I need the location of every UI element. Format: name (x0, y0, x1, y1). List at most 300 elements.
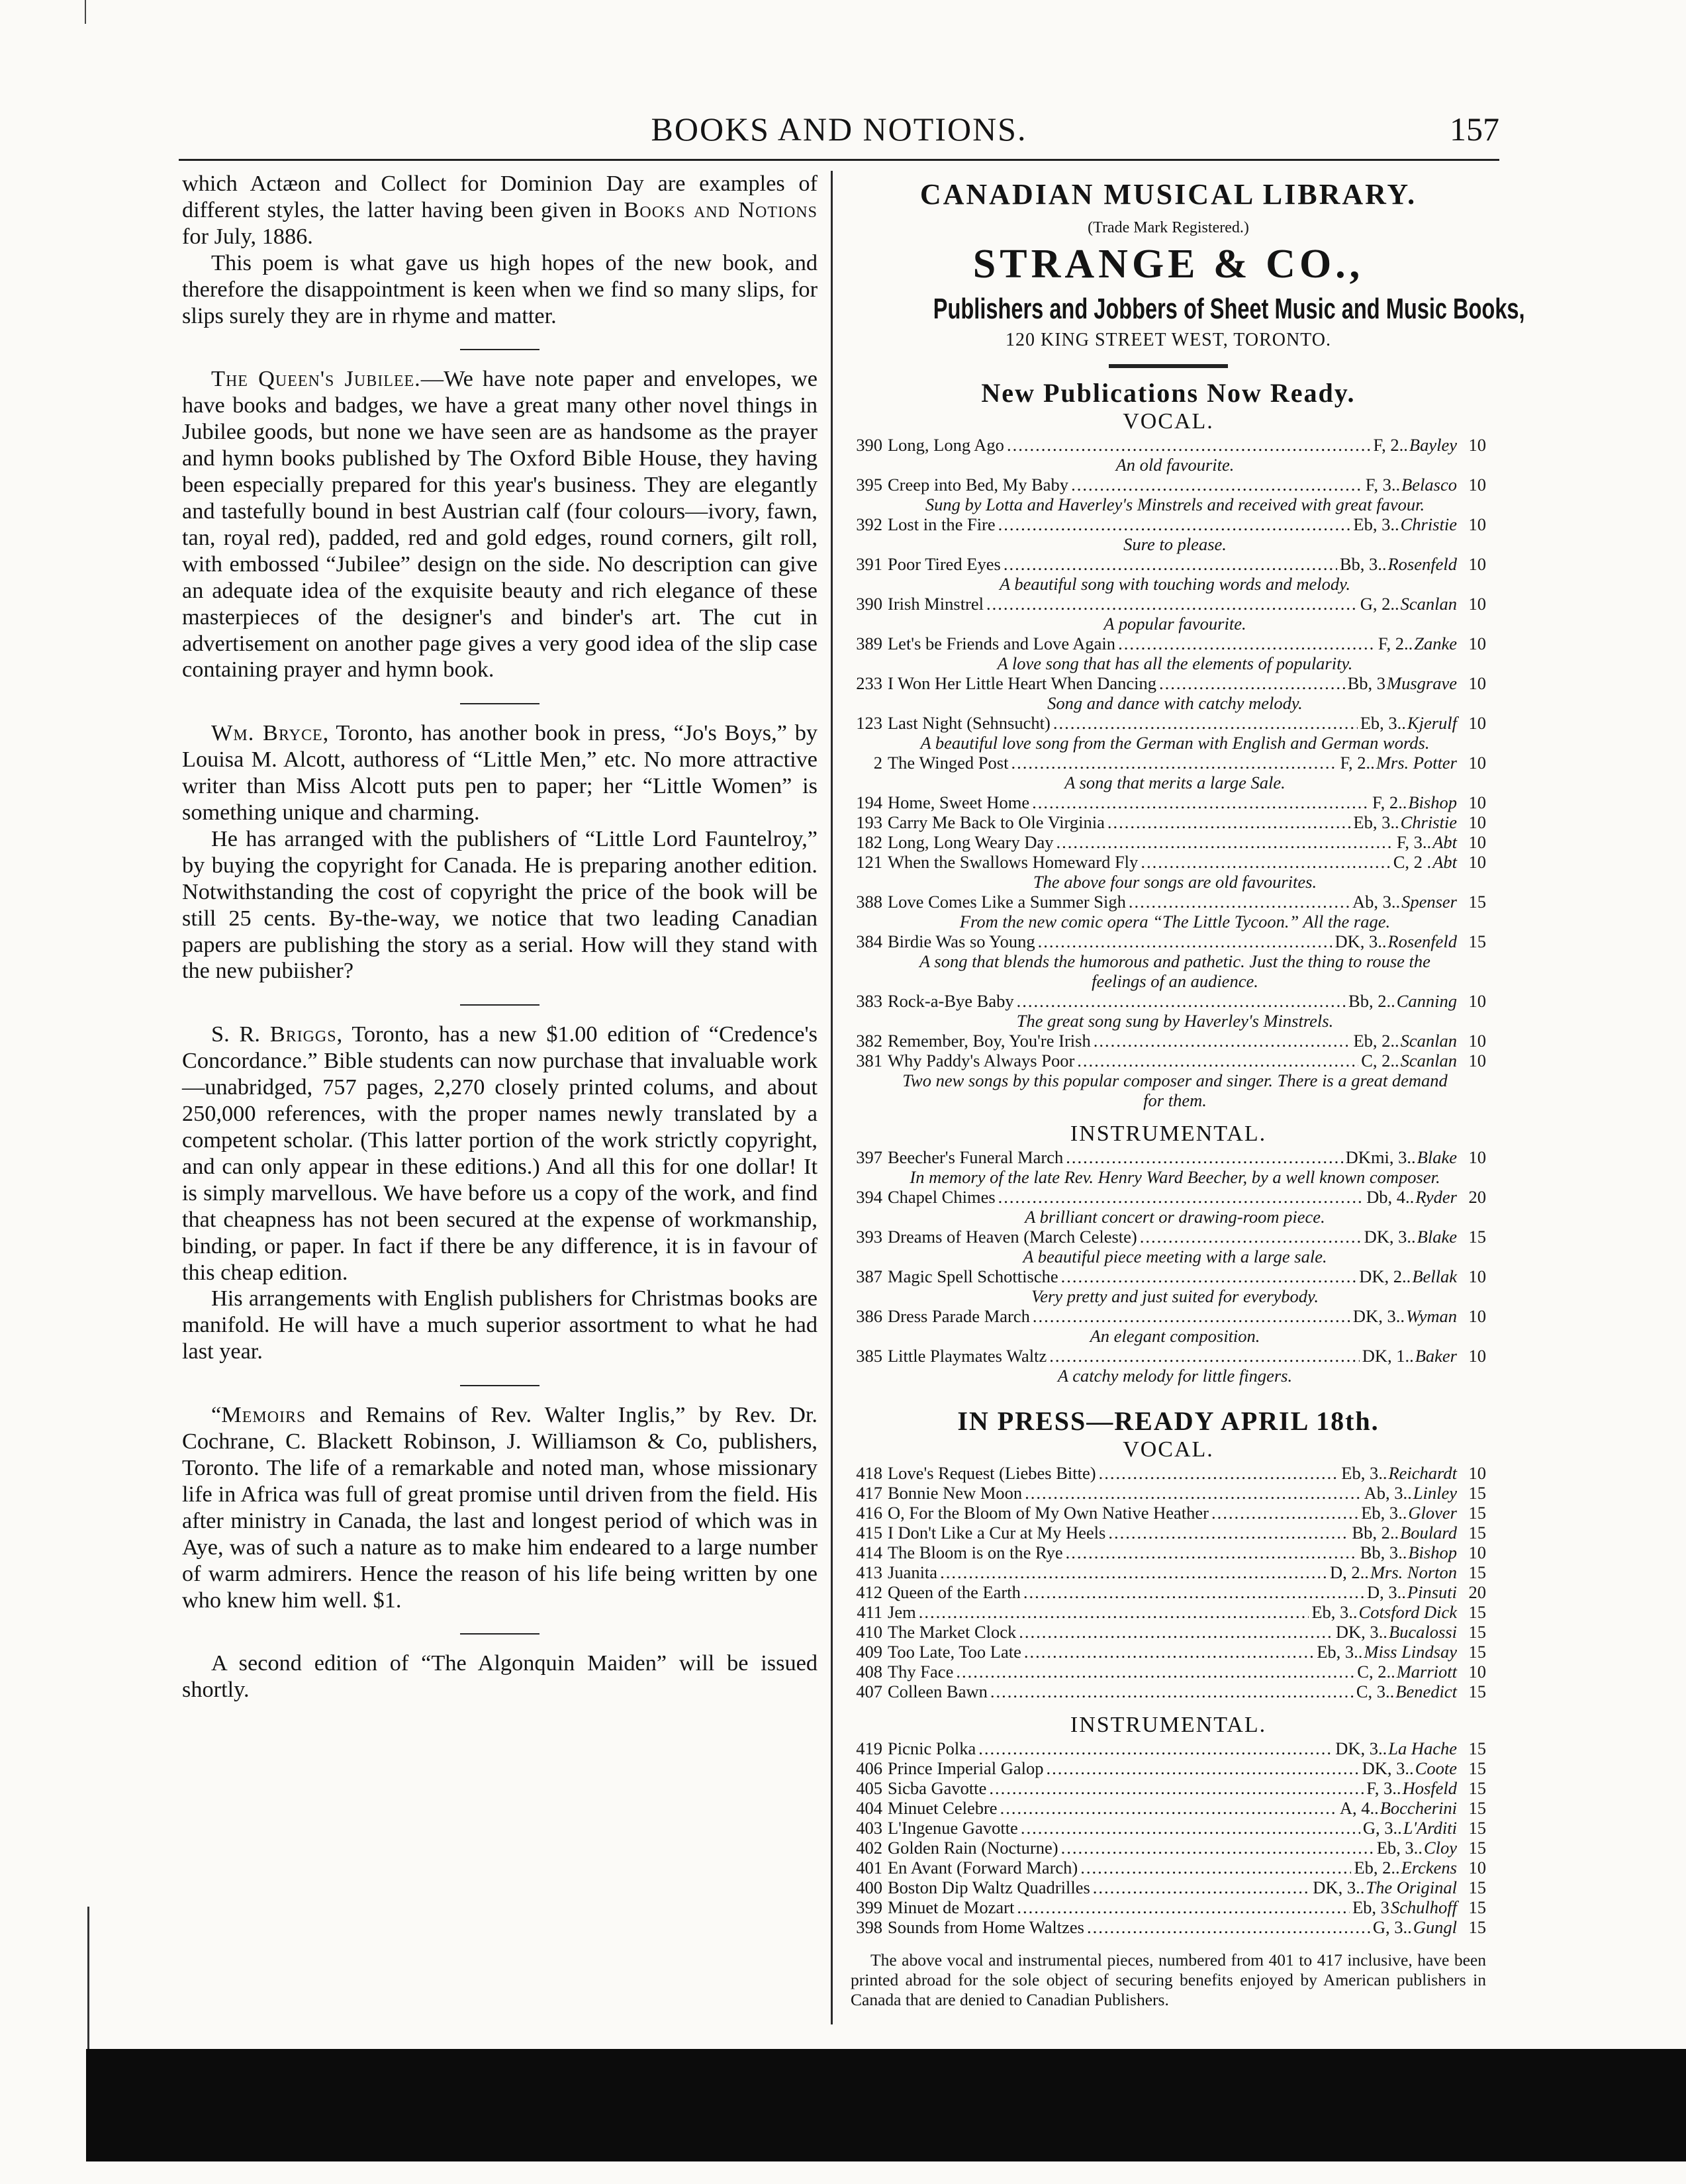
text-run: Briggs (269, 1021, 337, 1047)
catalog-line (851, 1622, 1486, 1642)
catalog-key: C, 2.. (1357, 1662, 1395, 1682)
catalog-note: In memory of the late Rev. Henry Ward Beecher, by a well known composer. (910, 1167, 1440, 1187)
catalog-price: 10 (1468, 1306, 1486, 1326)
catalog-note: Song and dance with catchy melody. (1047, 693, 1303, 713)
catalog-price: 10 (1468, 1266, 1486, 1286)
catalog-note: An elegant composition. (1090, 1326, 1260, 1346)
catalog-key: Ab, 3.. (1352, 892, 1401, 912)
catalog-line (851, 1346, 1486, 1366)
catalog-item (851, 1758, 1486, 1778)
catalog-key: Eb, 3.. (1360, 713, 1406, 733)
text-run: The Queen's Jubilee. (211, 366, 421, 392)
catalog-title: The Winged Post (888, 753, 1009, 773)
firm-address: 120 KING STREET WEST, TORONTO. (1005, 330, 1331, 350)
catalog-number: 407 (856, 1682, 882, 1701)
catalog-note: Sure to please. (1123, 534, 1227, 554)
dot-leader (1000, 1798, 1337, 1818)
catalog-composer: Blake (1417, 1227, 1457, 1247)
catalog-title: I Won Her Little Heart When Dancing (888, 673, 1157, 693)
catalog-number: 403 (856, 1818, 882, 1838)
catalog-composer: Scanlan (1400, 594, 1457, 614)
catalog-line (851, 1758, 1486, 1778)
catalog-number: 405 (856, 1778, 882, 1798)
catalog-number: 383 (856, 991, 882, 1011)
catalog-title: Bonnie New Moon (888, 1483, 1023, 1503)
catalog-item (851, 1346, 1486, 1386)
catalog-line (851, 1662, 1486, 1682)
dot-leader (1049, 1346, 1359, 1366)
text-run: S. R. (211, 1021, 270, 1047)
catalog-line (851, 1858, 1486, 1877)
catalog-key: G, 2.. (1360, 594, 1399, 614)
catalog-title: Birdie Was so Young (888, 931, 1035, 951)
catalog-item (851, 1562, 1486, 1582)
catalog-price: 10 (1468, 812, 1486, 832)
publisher-notice: The above vocal and instrumental pieces, numbered from 401 to 417 inclusive, have been printed abroad for the sole object of securing benefits enjoyed by American publishers in Canada that are denied to Canadian Publishers. (851, 1950, 1486, 2009)
catalog-price: 15 (1468, 1897, 1486, 1917)
catalog-composer: La Hache (1388, 1738, 1457, 1758)
catalog-item (851, 1682, 1486, 1701)
catalog-price: 10 (1468, 852, 1486, 872)
catalog-composer: Bayley (1409, 435, 1457, 455)
catalog-price: 10 (1468, 435, 1486, 455)
catalog-line (851, 1818, 1486, 1838)
catalog-item (851, 1523, 1486, 1543)
catalog-title: Golden Rain (Nocturne) (888, 1838, 1058, 1858)
paragraph (182, 366, 818, 683)
catalog-number: 412 (856, 1582, 882, 1602)
catalog-title: Poor Tired Eyes (888, 554, 1001, 574)
catalog-item (851, 892, 1486, 931)
catalog-line (851, 991, 1486, 1011)
catalog-number: 391 (856, 554, 882, 574)
catalog-item (851, 1818, 1486, 1838)
catalog-line (851, 1642, 1486, 1662)
dot-leader (1108, 1523, 1349, 1543)
catalog-number: 388 (856, 892, 882, 912)
catalog-item (851, 634, 1486, 673)
catalog-line (851, 1917, 1486, 1937)
catalog-title: Magic Spell Schottische (888, 1266, 1058, 1286)
catalog-price: 15 (1468, 892, 1486, 912)
catalog-line (851, 1266, 1486, 1286)
catalog-price: 15 (1468, 1483, 1486, 1503)
catalog-price: 15 (1468, 1642, 1486, 1662)
catalog-item (851, 1187, 1486, 1227)
catalog-composer: Miss Lindsay (1364, 1642, 1457, 1662)
catalog-number: 406 (856, 1758, 882, 1778)
catalog-price: 20 (1468, 1187, 1486, 1207)
vocal-heading: VOCAL. (1123, 1437, 1214, 1462)
catalog-number: 417 (856, 1483, 882, 1503)
paragraph (182, 1402, 818, 1613)
catalog-line (851, 852, 1486, 872)
catalog-composer: Bishop (1408, 1543, 1457, 1562)
dot-leader (1211, 1503, 1358, 1523)
catalog-price: 15 (1468, 1622, 1486, 1642)
catalog-line (851, 1503, 1486, 1523)
catalog-composer: Linley (1413, 1483, 1457, 1503)
catalog-price: 10 (1468, 753, 1486, 773)
trademark-note: (Trade Mark Registered.) (1088, 219, 1249, 236)
catalog-item (851, 1227, 1486, 1266)
catalog-list (851, 1738, 1486, 1937)
catalog-item (851, 1582, 1486, 1602)
catalog-key: Eb, 2.. (1354, 1858, 1400, 1877)
catalog-key: F, 3.. (1365, 475, 1401, 495)
catalog-title: Minuet Celebre (888, 1798, 998, 1818)
catalog-number: 2 (873, 753, 882, 773)
catalog-line (851, 634, 1486, 653)
catalog-item (851, 991, 1486, 1031)
column-divider (831, 171, 833, 2024)
catalog-item (851, 792, 1486, 812)
catalog-key: Ab, 3.. (1364, 1483, 1412, 1503)
catalog-note: A brilliant concert or drawing-room piece. (1025, 1207, 1325, 1227)
catalog-item (851, 1738, 1486, 1758)
catalog-item (851, 475, 1486, 514)
text-run: Wm. Bryce (211, 720, 323, 746)
catalog-line (851, 1798, 1486, 1818)
catalog-note: A beautiful song with touching words and melody. (1000, 574, 1350, 594)
dot-leader (1038, 931, 1333, 951)
catalog-composer: Bellak (1412, 1266, 1457, 1286)
decorative-rule (1109, 364, 1228, 368)
catalog-composer: Abt (1432, 832, 1457, 852)
catalog-item (851, 1306, 1486, 1346)
text-run: Books and Notions (624, 197, 818, 222)
catalog-title: When the Swallows Homeward Fly (888, 852, 1139, 872)
catalog-key: F, 2.. (1340, 753, 1375, 773)
paragraph: This poem is what gave us high hopes of the new book, and therefore the disappointment is keen when we find so many slips, for slips surely they are in rhyme and matter. (182, 250, 818, 328)
catalog-line (851, 1838, 1486, 1858)
catalog-title: Picnic Polka (888, 1738, 976, 1758)
paragraph (182, 1021, 818, 1286)
catalog-key: DK, 2.. (1359, 1266, 1411, 1286)
catalog-item (851, 1602, 1486, 1622)
catalog-composer: Kjerulf (1407, 713, 1457, 733)
page-header (179, 106, 1499, 161)
catalog-price: 15 (1468, 1818, 1486, 1838)
dot-leader (1099, 1463, 1339, 1483)
catalog-item (851, 1798, 1486, 1818)
catalog-item (851, 852, 1486, 892)
catalog-composer: The Original (1366, 1877, 1457, 1897)
catalog-note: A song that blends the humorous and pathetic. Just the thing to rouse the feelings of an audience. (919, 951, 1430, 991)
catalog-item (851, 1031, 1486, 1051)
catalog-key: F, 2.. (1372, 792, 1407, 812)
catalog-note: A catchy melody for little fingers. (1057, 1366, 1293, 1386)
catalog-title: The Market Clock (888, 1622, 1017, 1642)
catalog-key: Bb, 3.. (1360, 1543, 1407, 1562)
catalog-key: F, 3.. (1396, 832, 1432, 852)
catalog-number: 398 (856, 1917, 882, 1937)
catalog-note: The above four songs are old favourites. (1033, 872, 1317, 892)
catalog-key: DK, 3.. (1335, 931, 1387, 951)
catalog-line (851, 1682, 1486, 1701)
catalog-line (851, 832, 1486, 852)
dot-leader (989, 1778, 1364, 1798)
catalog-price: 15 (1468, 1602, 1486, 1622)
catalog-item (851, 1266, 1486, 1306)
catalog-note: A song that merits a large Sale. (1064, 773, 1286, 792)
paragraph: He has arranged with the publishers of “Little Lord Fauntelroy,” by buying the copyright for Canada. He is preparing another edition. Notwithstanding the cost of copyright the price of the book will be still 25 cents. By-the-way, we notice that two leading Canadian papers are publishing the story as a serial. How will they stand with the new pubiisher? (182, 826, 818, 984)
catalog-title: Last Night (Sehnsucht) (888, 713, 1051, 733)
catalog-key: DK, 3.. (1335, 1738, 1387, 1758)
catalog-number: 382 (856, 1031, 882, 1051)
catalog-composer: Blake (1417, 1147, 1457, 1167)
catalog-price: 15 (1468, 1682, 1486, 1701)
catalog-number: 413 (856, 1562, 882, 1582)
catalog-price: 10 (1468, 792, 1486, 812)
catalog-key: Eb, 3.. (1341, 1463, 1387, 1483)
text-run: “ (211, 1402, 222, 1428)
dot-leader (1061, 1266, 1357, 1286)
page-number: 157 (1450, 111, 1499, 148)
margin-mark (85, 0, 86, 24)
catalog-key: G, 3.. (1372, 1917, 1412, 1937)
catalog-price: 10 (1468, 1346, 1486, 1366)
catalog-price: 10 (1468, 832, 1486, 852)
catalog-title: Dreams of Heaven (March Celeste) (888, 1227, 1137, 1247)
catalog-item (851, 1622, 1486, 1642)
running-title: BOOKS AND NOTIONS. (651, 111, 1027, 148)
catalog-composer: Glover (1408, 1503, 1457, 1523)
catalog-composer: Abt (1432, 852, 1457, 872)
catalog-item (851, 753, 1486, 792)
catalog-line (851, 931, 1486, 951)
dot-leader (1033, 1306, 1350, 1326)
catalog-note: A beautiful piece meeting with a large sale. (1023, 1247, 1327, 1266)
catalog-title: Long, Long Ago (888, 435, 1004, 455)
catalog-key: DK, 3.. (1335, 1622, 1387, 1642)
text-run: and Remains of Rev. Walter Inglis,” by Rev. Dr. Cochrane, C. Blackett Robinson, J. Williamson & Co, publishers, Toronto. The life of a remarkable and noted man, whose missionary life in Africa was full of great promise until driven from the field. His after ministry in Canada, the last and longest period of which was in Aye, was of such a nature as to make him endeared to a large number of warm admirers. Hence the reason of his life being written by one who knew him well. $1. (182, 1402, 818, 1613)
catalog-key: Eb, 3.. (1311, 1602, 1358, 1622)
catalog-price: 15 (1468, 1562, 1486, 1582)
catalog-item (851, 1543, 1486, 1562)
text-run: —We have note paper and envelopes, we have books and badges, we have a great many other novel things in Jubilee goods, but none we have seen are as handsome as the prayer and hymn books published by The Oxford Bible House, they having been especially prepared for this year's business. They are elegantly and tastefully bound in best Austrian calf (four colours—ivory, fawn, tan, royal red), padded, red and gold edges, round corners, gilt roll, with embossed “Jubilee” design on the side. No description can give an adequate idea of the exquisite beauty and rich elegance of these masterpieces of the designer's and binder's art. The cut in advertisement on another page gives a very good idea of the slip case containing prayer and hymn book. (182, 366, 818, 683)
catalog-line (851, 554, 1486, 574)
catalog-composer: Gungl (1413, 1917, 1457, 1937)
in-press-heading: IN PRESS—READY APRIL 18th. (957, 1406, 1380, 1436)
catalog-composer: Christie (1400, 812, 1457, 832)
catalog-key: Db, 4.. (1366, 1187, 1415, 1207)
dot-leader (1021, 1818, 1360, 1838)
catalog-note: From the new comic opera “The Little Tycoon.” All the rage. (959, 912, 1391, 931)
catalog-list (851, 435, 1486, 1110)
catalog-number: 408 (856, 1662, 882, 1682)
catalog-title: I Don't Like a Cur at My Heels (888, 1523, 1106, 1543)
catalog-number: 393 (856, 1227, 882, 1247)
catalog-title: Why Paddy's Always Poor (888, 1051, 1075, 1070)
catalog-item (851, 1838, 1486, 1858)
catalog-composer: Canning (1396, 991, 1457, 1011)
catalog-line (851, 1738, 1486, 1758)
dot-leader (1011, 753, 1337, 773)
text-run: , Toronto, has a new $1.00 edition of “Credence's Concordance.” Bible students can now purchase that invaluable work—unabridged, 757 pages, 2,270 closely printed colums, and about 250,000 references, with the proper names newly translated by a competent scholar. (This latter portion of the work strictly copyright, and can only appear in these editions.) And all this for one dollar! It is simply marvellous. We have before us a copy of the work, and find that cheapness has not been secured at the expense of workmanship, binding, or paper. In fact if there be any difference, it is in favour of this cheap edition. (182, 1021, 818, 1285)
catalog-number: 415 (856, 1523, 882, 1543)
instrumental-heading: INSTRUMENTAL. (1070, 1121, 1267, 1146)
catalog-composer: Belasco (1401, 475, 1457, 495)
catalog-item (851, 1897, 1486, 1917)
catalog-item (851, 554, 1486, 594)
catalog-title: Dress Parade March (888, 1306, 1030, 1326)
catalog-item (851, 1662, 1486, 1682)
catalog-title: Too Late, Too Late (888, 1642, 1021, 1662)
catalog-number: 390 (856, 435, 882, 455)
catalog-composer: Boulard (1400, 1523, 1457, 1543)
catalog-note: A popular favourite. (1103, 614, 1246, 634)
catalog-number: 400 (856, 1877, 882, 1897)
paragraph: His arrangements with English publishers for Christmas books are manifold. He will have a much superior assortment to what he had last year. (182, 1286, 818, 1364)
catalog-composer: Benedict (1395, 1682, 1457, 1701)
catalog-line (851, 812, 1486, 832)
catalog-number: 397 (856, 1147, 882, 1167)
catalog-composer: L'Arditi (1403, 1818, 1457, 1838)
catalog-note: Sung by Lotta and Haverley's Minstrels and received with great favour. (925, 495, 1425, 514)
catalog-composer: Musgrave (1387, 673, 1457, 693)
catalog-line (851, 673, 1486, 693)
catalog-composer: Wyman (1405, 1306, 1457, 1326)
dot-leader (1056, 832, 1394, 852)
text-run: for July, 1886. (182, 223, 313, 249)
section-separator (460, 1004, 539, 1006)
catalog-number: 418 (856, 1463, 882, 1483)
catalog-price: 10 (1468, 991, 1486, 1011)
catalog-price: 15 (1468, 1877, 1486, 1897)
catalog-number: 233 (856, 673, 882, 693)
dot-leader (1024, 1642, 1314, 1662)
catalog-composer: Schulhoff (1390, 1897, 1457, 1917)
dot-leader (1093, 1877, 1311, 1897)
catalog-key: C, 2 . (1393, 852, 1432, 872)
catalog-line (851, 753, 1486, 773)
dot-leader (1061, 1838, 1374, 1858)
catalog-title: Prince Imperial Galop (888, 1758, 1044, 1778)
catalog-item (851, 1778, 1486, 1798)
catalog-price: 15 (1468, 1917, 1486, 1937)
catalog-price: 10 (1468, 1051, 1486, 1070)
catalog-price: 10 (1468, 554, 1486, 574)
catalog-line (851, 713, 1486, 733)
catalog-item (851, 1051, 1486, 1110)
catalog-title: Let's be Friends and Love Again (888, 634, 1116, 653)
firm-description: Publishers and Jobbers of Sheet Music and Music Books, (933, 293, 1525, 325)
catalog-note: An old favourite. (1115, 455, 1235, 475)
catalog-price: 15 (1468, 1838, 1486, 1858)
catalog-number: 416 (856, 1503, 882, 1523)
catalog-number: 381 (856, 1051, 882, 1070)
catalog-key: Bb, 3 (1347, 673, 1386, 693)
catalog-composer: Hosfeld (1402, 1778, 1457, 1798)
catalog-price: 10 (1468, 1031, 1486, 1051)
catalog-line (851, 1031, 1486, 1051)
catalog-key: Bb, 2.. (1348, 991, 1395, 1011)
dot-leader (1140, 1227, 1362, 1247)
catalog-line (851, 1582, 1486, 1602)
catalog-composer: Zanke (1414, 634, 1457, 653)
catalog-title: En Avant (Forward March) (888, 1858, 1078, 1877)
catalog-number: 193 (856, 812, 882, 832)
catalog-title: Little Playmates Waltz (888, 1346, 1047, 1366)
catalog-composer: Scanlan (1400, 1031, 1457, 1051)
catalog-note: The great song sung by Haverley's Minstrels. (1016, 1011, 1334, 1031)
text-run: which Actæon and Collect for Dominion Day are examples of different styles, the latter having been given in (182, 171, 818, 222)
catalog-title: Long, Long Weary Day (888, 832, 1054, 852)
catalog-title: Minuet de Mozart (888, 1897, 1015, 1917)
catalog-item (851, 832, 1486, 852)
catalog-line (851, 1483, 1486, 1503)
catalog-composer: Rosenfeld (1387, 554, 1457, 574)
catalog-price: 20 (1468, 1582, 1486, 1602)
dot-leader (956, 1662, 1354, 1682)
catalog-line (851, 1543, 1486, 1562)
dot-leader (998, 1187, 1364, 1207)
catalog-line (851, 1306, 1486, 1326)
catalog-item (851, 435, 1486, 475)
catalog-key: A, 4.. (1339, 1798, 1379, 1818)
catalog-list (851, 1147, 1486, 1386)
catalog-item (851, 1483, 1486, 1503)
catalog-title: L'Ingenue Gavotte (888, 1818, 1018, 1838)
dot-leader (1004, 554, 1337, 574)
dot-leader (1032, 792, 1370, 812)
catalog-key: DKmi, 3.. (1345, 1147, 1416, 1167)
catalog-line (851, 1877, 1486, 1897)
instrumental-heading: INSTRUMENTAL. (1070, 1713, 1267, 1737)
catalog-key: DK, 3.. (1313, 1877, 1365, 1897)
catalog-composer: Erckens (1401, 1858, 1457, 1877)
catalog-line (851, 1897, 1486, 1917)
catalog-price: 10 (1468, 1543, 1486, 1562)
catalog-number: 392 (856, 514, 882, 534)
catalog-key: D, 3.. (1367, 1582, 1406, 1602)
catalog-line (851, 1147, 1486, 1167)
catalog-price: 15 (1468, 931, 1486, 951)
catalog-composer: Coote (1415, 1758, 1457, 1778)
catalog-item (851, 1642, 1486, 1662)
catalog-composer: Christie (1400, 514, 1457, 534)
catalog-title: Colleen Bawn (888, 1682, 988, 1701)
section-separator (460, 1385, 539, 1386)
catalog-item (851, 1877, 1486, 1897)
catalog-key: Eb, 3.. (1361, 1503, 1407, 1523)
catalog-line (851, 1778, 1486, 1798)
catalog-key: Bb, 2.. (1352, 1523, 1399, 1543)
catalog-title: Home, Sweet Home (888, 792, 1030, 812)
paragraph (182, 720, 818, 826)
catalog-number: 419 (856, 1738, 882, 1758)
catalog-price: 15 (1468, 1778, 1486, 1798)
section-separator (460, 703, 539, 704)
catalog-title: Rock-a-Bye Baby (888, 991, 1014, 1011)
scan-dark-band (86, 2049, 1686, 2161)
catalog-price: 15 (1468, 1227, 1486, 1247)
catalog-key: D, 2.. (1330, 1562, 1369, 1582)
catalog-composer: Mrs. Potter (1376, 753, 1457, 773)
catalog-number: 389 (856, 634, 882, 653)
catalog-composer: Pinsuti (1407, 1582, 1457, 1602)
catalog-price: 10 (1468, 594, 1486, 614)
catalog-key: Bb, 3.. (1339, 554, 1387, 574)
catalog-title: Love Comes Like a Summer Sigh (888, 892, 1126, 912)
catalog-title: Chapel Chimes (888, 1187, 996, 1207)
dot-leader (919, 1602, 1309, 1622)
catalog-number: 182 (856, 832, 882, 852)
catalog-line (851, 1463, 1486, 1483)
catalog-number: 402 (856, 1838, 882, 1858)
catalog-item (851, 713, 1486, 753)
